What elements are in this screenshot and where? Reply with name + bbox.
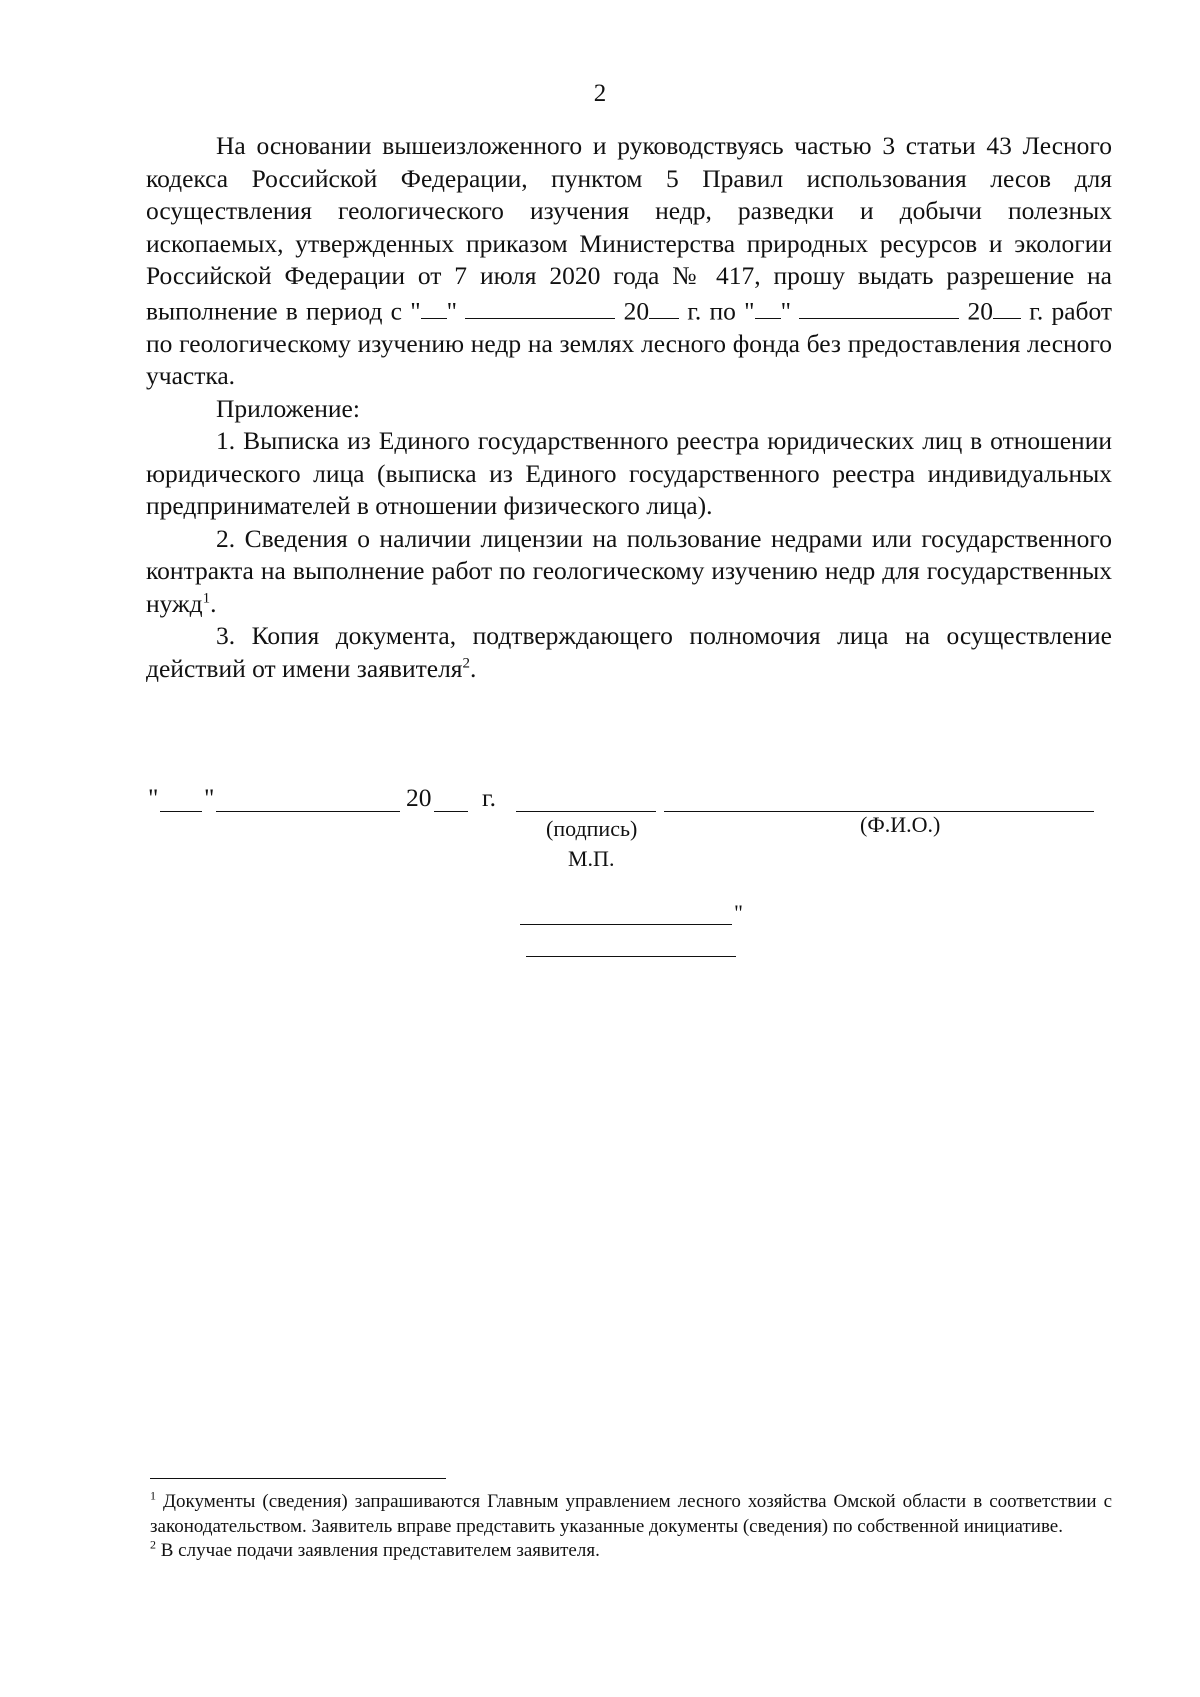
end-month-blank: [799, 293, 959, 320]
attachments-heading: Приложение:: [216, 393, 360, 423]
footnote-ref-2: 2: [462, 655, 471, 671]
extra-line-1: [520, 924, 732, 925]
attachment-item-2-text: 2. Сведения о наличии лицензии на пользование недрами или государственного контракта на выполнение работ по геологическому изучению недр для государственных нужд: [146, 523, 1112, 618]
request-text-part6: 20: [967, 296, 993, 325]
full-name-caption: (Ф.И.О.): [860, 812, 941, 837]
attachment-item-3-text: 3. Копия документа, подтверждающего полномочия лица на осуществление действий от имени заявителя: [146, 621, 1112, 683]
page-number: 2: [593, 80, 607, 107]
date-quote-close: ": [204, 783, 215, 812]
request-text-part3: 20: [623, 296, 650, 325]
request-text-part7: г. работ по геологическому изучению недр на землях лесного фонда без предоставления лесного участка.: [146, 296, 1113, 390]
footnote-2: [150, 1539, 1112, 1564]
attachment-item-3-end: .: [470, 653, 477, 683]
footnote-2-mark: 2: [150, 1537, 156, 1552]
signature-caption: (подпись): [546, 816, 638, 841]
attachment-item-1: 1. Выписка из Единого государственного реестра юридических лиц в отношении юридического лица (выписка из Единого государственного реестра индивидуальных предпринимателей в отношении физического лица).: [146, 426, 1112, 520]
sign-month-blank: [216, 811, 400, 812]
attachment-item-2: [146, 523, 1112, 621]
request-paragraph: [146, 130, 1112, 393]
request-text-part4: г. по ": [687, 296, 755, 325]
signature-line: [516, 811, 656, 812]
attachment-item-3: [146, 620, 1112, 685]
footnotes: [150, 1490, 1112, 1564]
request-text-part2: ": [446, 296, 458, 325]
date-year-prefix: 20: [406, 783, 432, 812]
stamp-label: М.П.: [568, 846, 615, 871]
start-year-blank: [649, 293, 679, 320]
sign-year-blank: [434, 811, 468, 812]
end-day-blank: [755, 293, 781, 320]
footnote-2-text: В случае подачи заявления представителем заявителя.: [156, 1540, 600, 1561]
start-day-blank: [421, 293, 447, 320]
sign-day-blank: [160, 811, 202, 812]
footnote-ref-1: 1: [202, 590, 211, 606]
date-year-suffix: г.: [482, 783, 496, 812]
footnote-1-mark: 1: [150, 1488, 156, 1503]
request-text-part1: На основании вышеизложенного и руководствуясь частью 3 статьи 43 Лесного кодекса Российской Федерации, пунктом 5 Правил использования лесов для осуществления геологического изучения недр, разведки и добычи полезных ископаемых, утвержденных приказом Министерства природных ресурсов и экологии Российской Федерации от 7 июля 2020 года № 417, прошу выдать разрешение на выполнение в период с ": [146, 131, 1112, 325]
footnote-separator: [150, 1478, 446, 1479]
extra-line-quote: ": [734, 900, 743, 925]
start-month-blank: [465, 293, 615, 320]
request-text-part5: ": [780, 296, 791, 325]
footnote-1-text: Документы (сведения) запрашиваются Главным управлением лесного хозяйства Омской области в соответствии с законодательством. Заявитель вправе представить указанные документы (сведения) по собственной инициативе.: [150, 1491, 1112, 1537]
end-year-blank: [993, 293, 1021, 320]
footnote-1: [150, 1490, 1112, 1539]
date-quote-open: ": [148, 783, 159, 812]
attachment-item-2-end: .: [210, 588, 217, 618]
document-body: [146, 130, 1112, 685]
extra-line-2: [526, 956, 736, 957]
